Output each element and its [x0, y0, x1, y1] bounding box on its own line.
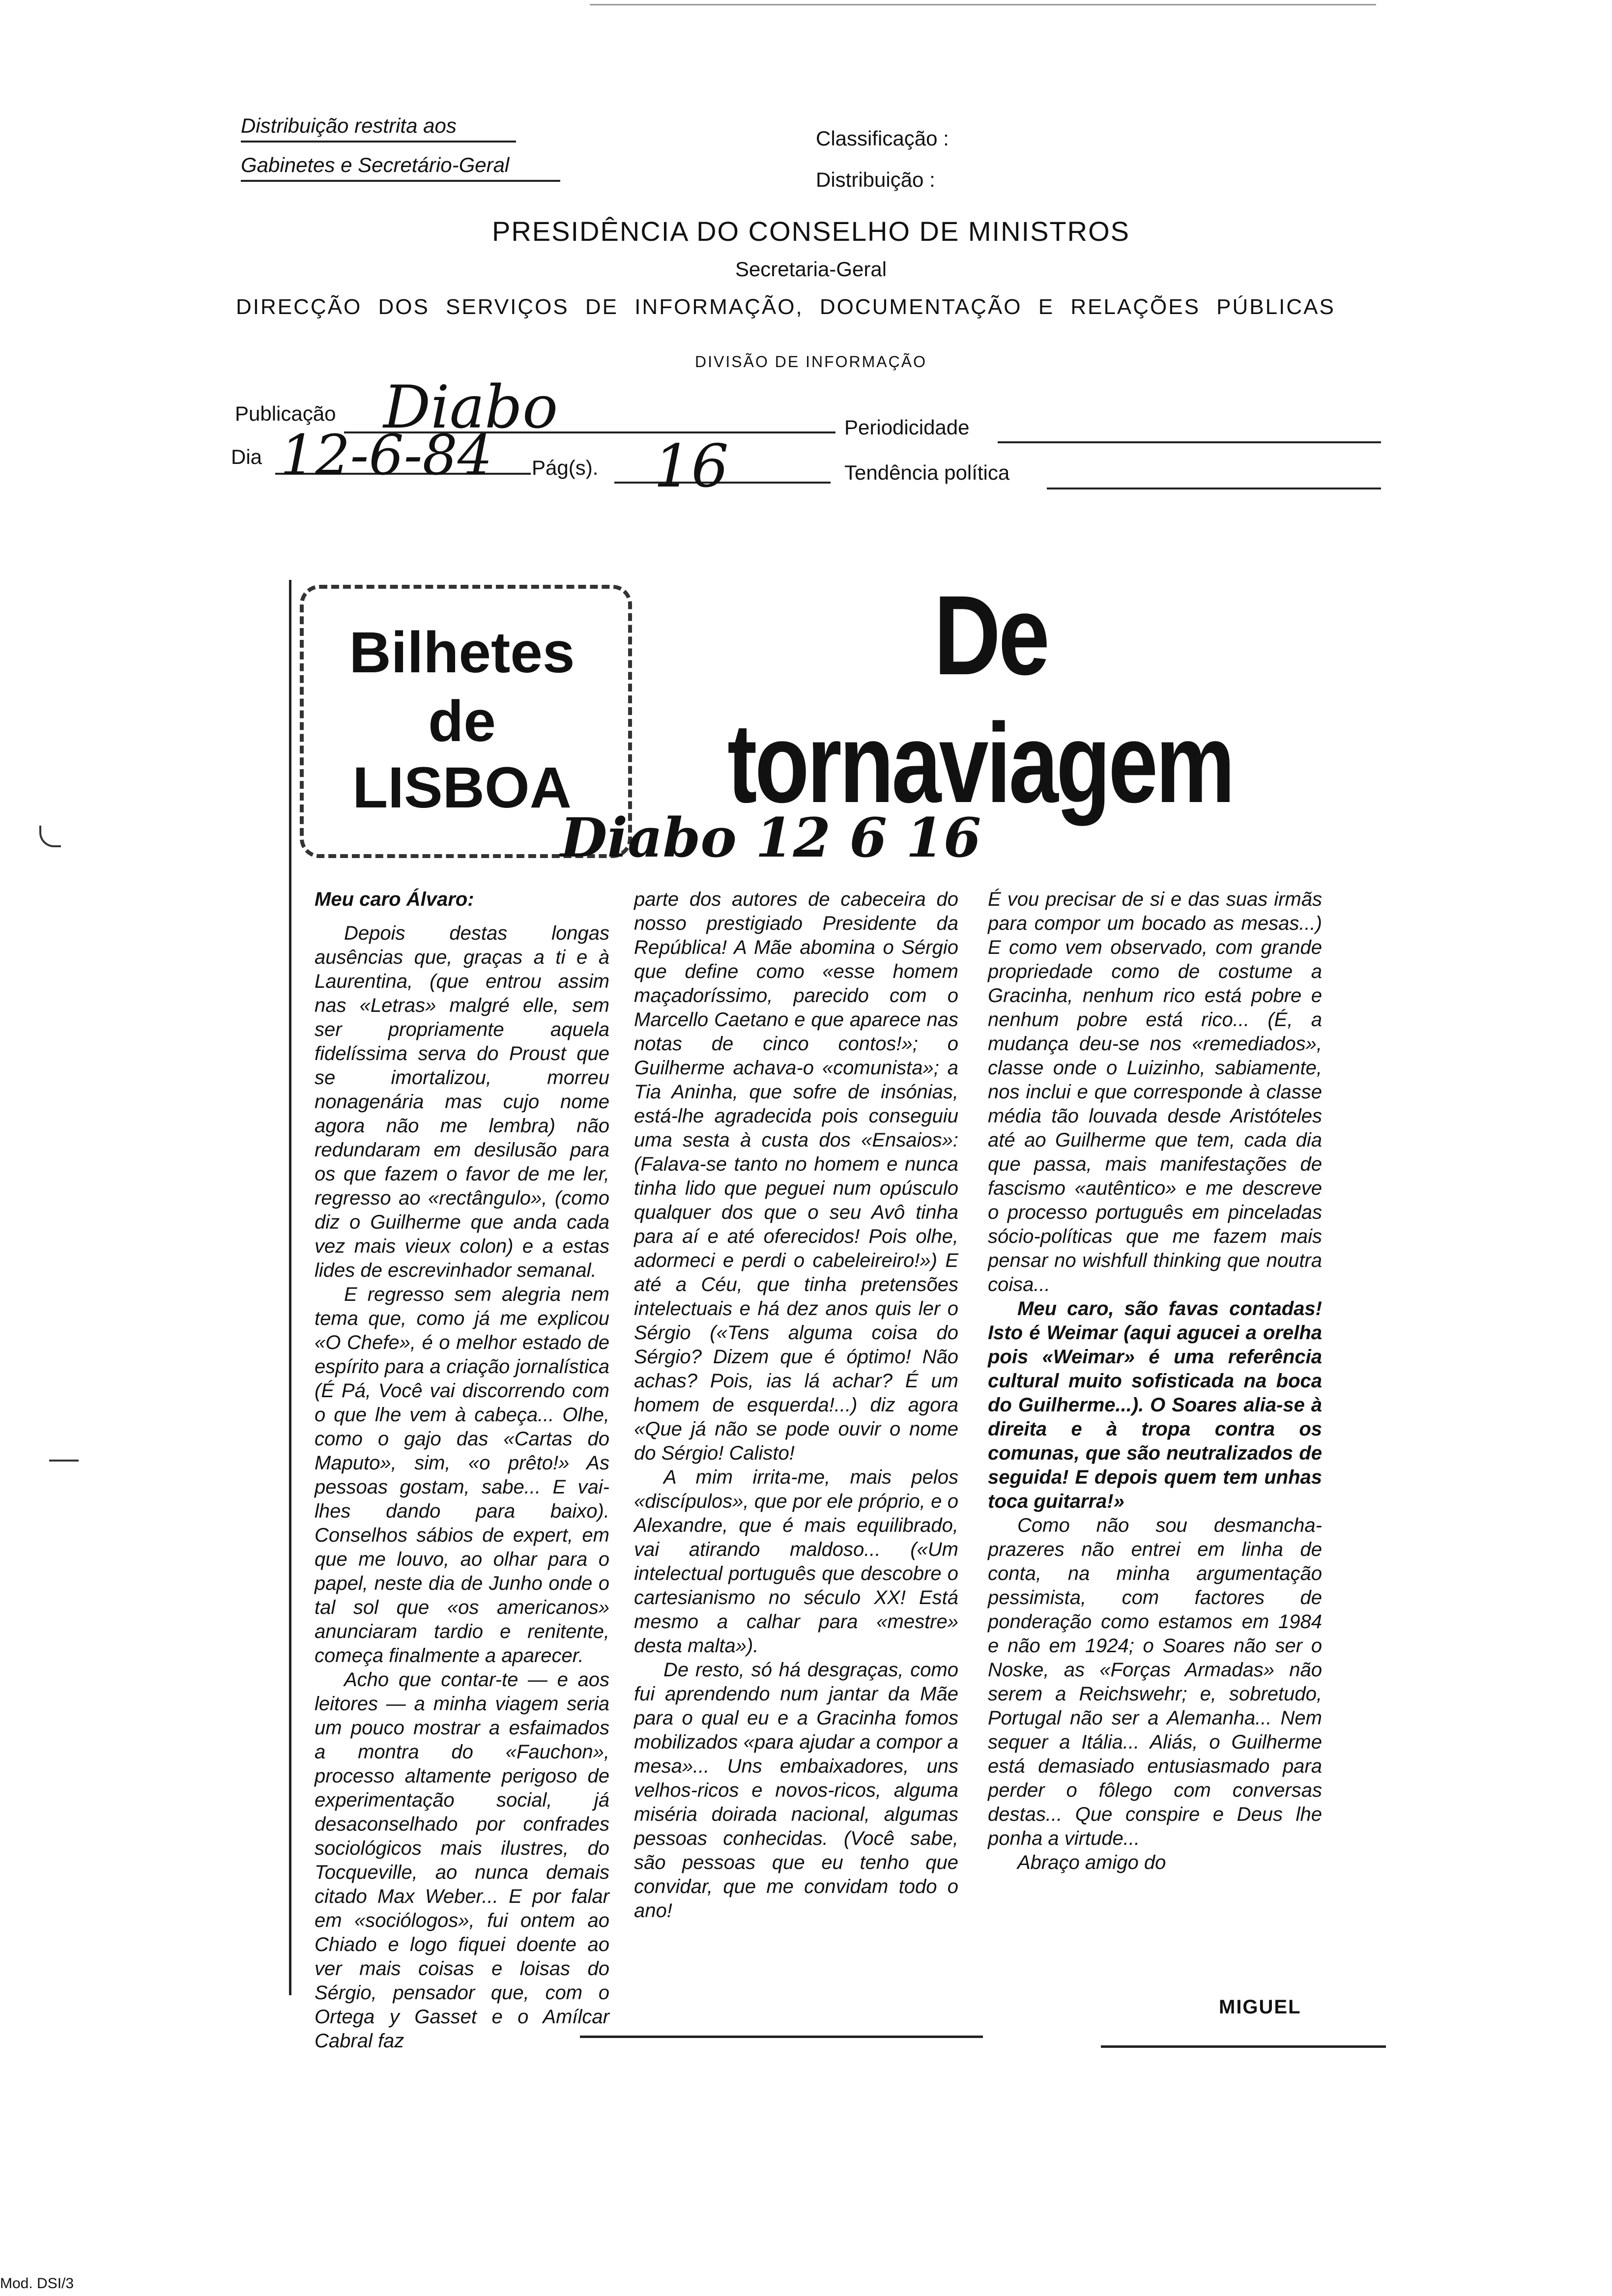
article-column-1 [315, 888, 609, 2053]
headline-line-2: tornaviagem [727, 700, 1233, 826]
day-label: Dia [231, 445, 262, 468]
handwritten-reference: Diabo 12 6 16 [560, 806, 981, 869]
directorate-title: DIRECÇÃO DOS SERVIÇOS DE INFORMAÇÃO, DOCUMENTAÇÃO E RELAÇÕES PÚBLICAS [236, 295, 1335, 319]
scan-mark-left-1 [39, 826, 61, 847]
salutation-text: Meu caro Álvaro: [315, 889, 474, 910]
headline-line-1: De [934, 572, 1048, 698]
institution-title: PRESIDÊNCIA DO CONSELHO DE MINISTROS [492, 216, 1130, 247]
article-column-2 [634, 888, 958, 1923]
col1-paragraph-3: Acho que contar-te — e aos leitores — a minha viagem seria um pouco mostrar a esfaimados a montra do «Fauchon», processo altamente perigoso de experimentação social, já desaconselhado por confrades sociológicos mais ilustres, do Tocqueville, ao nunca demais citado Max Weber... E por falar em «sociólogos», fui ontem ao Chiado e logo fiquei doente ao ver mais coisas e loisas do Sérgio, pensador que, com o Ortega y Gasset e o Amílcar Cabral faz [315, 1669, 609, 2052]
col1-paragraph-2: E regresso sem alegria nem tema que, como já me explicou «O Chefe», é o melhor estado de espírito para a criação jornalística (É Pá, Você vai discorrendo com o que lhe vem à cabeça... Olhe, como o gajo das «Cartas do Maputo», sim, «o prêto!» As pessoas gostam, sabe... E vai-lhes dando para baixo). Conselhos sábios de expert, em que me louvo, ao olhar para o papel, neste dia de Junho onde o tal sol que «os americanos» anunciaram tardio e renitente, começa finalmente a aparecer. [315, 1284, 609, 1666]
top-scan-rule [590, 4, 1376, 5]
section-line-3: LISBOA [352, 755, 572, 820]
bottom-rule-middle [580, 2036, 983, 2038]
division-title: DIVISÃO DE INFORMAÇÃO [695, 353, 927, 371]
periodicity-label: Periodicidade [844, 416, 970, 439]
clipping-left-rule [289, 580, 291, 1995]
form-code: Mod. DSI/3 [0, 2275, 74, 2292]
distribution-label: Distribuição : [816, 168, 935, 191]
restricted-line-1-text: Distribuição restrita aos [241, 114, 457, 137]
col1-paragraph-1: Depois destas longas ausências que, graças a ti e à Laurentina, (que entrou assim nas «Letras» malgré elle, sem ser propriamente aquela fidelíssima serva do Proust que se imortalizou, morreu nonagenária mas cujo nome agora não me lembra) não redundaram em desilusão para os que fazem o favor de me ler, regresso ao «rectângulo», (como diz o Guilherme que anda cada vez mais vieux colon) e a estas lides de escrevinhador semanal. [315, 922, 609, 1281]
col3-paragraph-3: Como não sou desmancha-prazeres não entrei em linha de conta, na minha argumentação pessimista, com factores de ponderação como estamos em 1984 e não em 1924; o Soares não ser o Noske, as «Forças Armadas» não serem a Reichswehr; e, sobretudo, Portugal não ser a Alemanha... Nem sequer a Itália... Aliás, o Guilherme está demasiado entusiasmado para perder o fôlego com conversas destas... Que conspire e Deus lhe ponha a virtude... [988, 1515, 1322, 1849]
day-value: 12-6-84 [280, 424, 492, 488]
restricted-line-1 [241, 114, 516, 143]
section-line-2: de [428, 689, 496, 754]
col2-paragraph-3: De resto, só há desgraças, como fui aprendendo num jantar da Mãe para o qual eu e a Gracinha fomos mobilizados «para ajudar a compor a mesa»... Uns embaixadores, uns velhos-ricos e novos-ricos, alguma miséria doirada nacional, algumas pessoas conhecidas. (Você sabe, são pessoas que eu tenho que convidar, que me convidam todo o ano! [634, 1659, 958, 1922]
signature: MIGUEL [1219, 1996, 1301, 2018]
restricted-line-2 [241, 153, 560, 182]
periodicity-line [998, 441, 1381, 443]
classification-label: Classificação : [816, 127, 949, 150]
secretariat-title: Secretaria-Geral [735, 258, 887, 281]
section-line-1: Bilhetes [349, 620, 575, 685]
scan-mark-left-2 [49, 1460, 79, 1462]
restricted-line-2-text: Gabinetes e Secretário-Geral [241, 153, 510, 176]
pages-value: 16 [654, 432, 729, 501]
article-column-3 [988, 888, 1322, 1875]
political-line [1047, 488, 1381, 489]
col2-paragraph-2: A mim irrita-me, mais pelos «discípulos», que por ele próprio, e o Alexandre, que é mais equilibrado, vai atirando maldoso... («Um intelectual português que descobre o cartesianismo no século XX! Está mesmo a calhar para «mestre» desta malta»). [634, 1466, 958, 1657]
col3-paragraph-1: É vou precisar de si e das suas irmãs para compor um bocado as mesas...) E como vem observado, com grande propriedade como de costume a Gracinha, nenhum rico está pobre e nenhum pobre está rico... (É, a mudança deu-se nos «remediados», classe onde o Luizinho, sabiamente, nos inclui e que corresponde à classe média tão louvada desde Aristóteles até ao Guilherme que tem, cada dia que passa, mais manifestações de fascismo «autêntico» e me descreve o processo português em pinceladas sócio-políticas que me fazem mais pensar no wishfull thinking que noutra coisa... [988, 889, 1322, 1295]
bottom-rule-right [1101, 2045, 1386, 2048]
closing-line: Abraço amigo do [1017, 1852, 1166, 1873]
col2-paragraph-1: parte dos autores de cabeceira do nosso prestigiado Presidente da República! A Mãe abomina o Sérgio que define como «esse homem maçadoríssimo, parecido com o Marcello Caetano e que aparece nas notas de cinco contos!»; o Guilherme achava-o «comunista»; a Tia Aninha, que sofre de insónias, está-lhe agradecida pois conseguiu uma sesta à custa dos «Ensaios»: (Falava-se tanto no homem e nunca tinha lido que peguei num opúsculo qualquer dos que o seu Avô tinha para aí e até oferecidos! Pois olhe, adormeci e perdi o cabeleireiro!») E até a Céu, que tinha pretensões intelectuais e há dez anos quis ler o Sérgio («Tens alguma coisa do Sérgio? Dizem que é óptimo! Não achas? Pois, ias lá achar? É um homem de esquerda!...) diz agora «Que já não se pode ouvir o nome do Sérgio! Calisto! [634, 889, 958, 1464]
pages-label: Pág(s). [532, 456, 599, 479]
salutation [315, 888, 609, 912]
political-label: Tendência política [844, 461, 1010, 484]
col3-paragraph-2: Meu caro, são favas contadas! Isto é Weimar (aqui agucei a orelha pois «Weimar» é uma referência cultural muito sofisticada na boca do Guilherme...). O Soares alia-se à direita e à tropa contra os comunas, que são neutralizados de seguida! E depois quem tem unhas toca guitarra!» [988, 1298, 1322, 1512]
publication-label: Publicação [235, 402, 336, 425]
publication-value: Diabo [383, 373, 558, 442]
